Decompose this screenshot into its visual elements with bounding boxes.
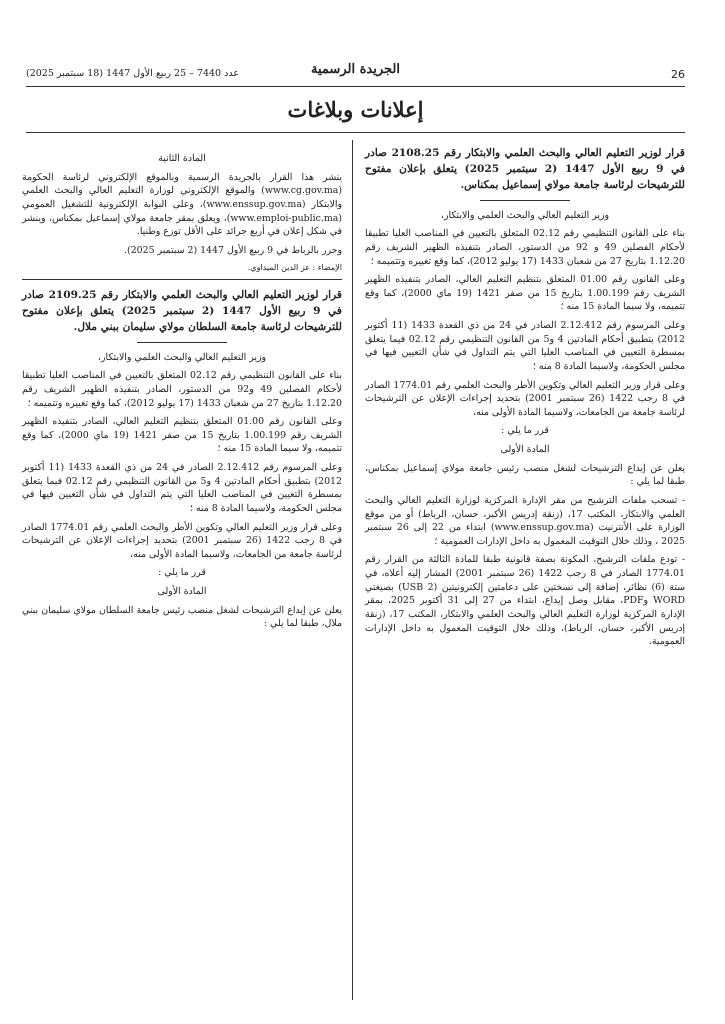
signature: الإمضاء : عز الدين الميداوي. bbox=[247, 263, 342, 273]
section-divider bbox=[26, 132, 685, 133]
minister-line: وزير التعليم العالي والبحث العلمي والابتكار، bbox=[440, 209, 610, 221]
preamble-paragraph: وعلى القانون رقم 01.00 المتعلق بتنظيم التعليم العالي، الصادر بتنفيذه الظهير الشريف رقم 1.00.199 بتاريخ 15 من صفر 1421 (19 ماي 2000)، كما وقع تتميمه، ولا سيما المادة 15 منه ؛ bbox=[22, 416, 343, 455]
preamble-paragraph: بناء على القانون التنظيمي رقم 02.12 المتعلق بالتعيين في المناصب العليا تطبيقا لأحكام الفصلين 49 و 92 من الدستور، الصادر بتنفيذه الظهير الشريف رقم 1.12.20 بتاريخ 27 من شعبان 1433 (17 يوليو 2012)، كما وقع تغييره وتتميمه ؛ bbox=[365, 228, 685, 267]
decides-line: قرر ما يلي : bbox=[501, 425, 549, 437]
article-intro: يعلن عن إيداع الترشيحات لشغل منصب رئيس جامعة مولاي إسماعيل بمكناس، طبقا لما يلي : bbox=[365, 462, 685, 488]
preamble-paragraph: وعلى قرار وزير التعليم العالي وتكوين الأطر والبحث العلمي رقم 1774.01 الصادر في 8 رجب 1422 (26 سبتمبر 2001) بتحديد إجراءات الإعلان عن الترشيحات لرئاسة جامعة من الجامعات، ولاسيما المادة الأولى منه، bbox=[22, 521, 343, 560]
article-intro: يعلن عن إيداع الترشيحات لشغل منصب رئيس جامعة السلطان مولاي سليمان ببني ملال، طبقا لما يلي : bbox=[22, 604, 342, 630]
left-column bbox=[22, 152, 342, 636]
preamble-paragraph: بناء على القانون التنظيمي رقم 02.12 المتعلق بالتعيين في المناصب العليا تطبيقا لأحكام الفصلين 49 و92 من الدستور، الصادر بتنفيذه الظهير الشريف رقم 1.12.20 بتاريخ 27 من شعبان 1433 (17 يوليو 2012)، كما وقع تغييره وتتميمه ؛ bbox=[22, 370, 342, 409]
page-number: 26 bbox=[671, 68, 685, 81]
article-heading: المادة الأولى bbox=[500, 444, 550, 456]
article-heading: المادة الثانية bbox=[158, 153, 206, 164]
column-divider bbox=[352, 140, 353, 1000]
section-title: إعلانات وبلاغات bbox=[287, 97, 424, 122]
preamble-paragraph: وعلى القانون رقم 01.00 المتعلق بتنظيم التعليم العالي، الصادر بتنفيذه الظهير الشريف رقم 1.00.199 بتاريخ 15 من صفر 1421 (19 ماي 2000)، كما وقع تتميمه، ولا سيما المادة 15 منه ؛ bbox=[365, 274, 686, 313]
done-at-line: وحرر بالرباط في 9 ربيع الأول 1447 (2 سبتمبر 2025). bbox=[124, 244, 342, 256]
page-header bbox=[26, 60, 685, 87]
preamble-paragraph: وعلى قرار وزير التعليم العالي وتكوين الأطر والبحث العلمي رقم 1774.01 الصادر في 8 رجب 1422 (26 سبتمبر 2001) بتحديد إجراءات الإعلان عن الترشيحات لرئاسة جامعة من الجامعات، ولاسيما المادة الأولى منه، bbox=[365, 379, 686, 418]
decision-title-2108: قرار لوزير التعليم العالي والبحث العلمي والابتكار رقم 2108.25 صادر في 9 ربيع الأول 1447 (2 سبتمبر 2025) يتعلق بإعلان مفتوح للترشيحات لرئاسة جامعة مولاي إسماعيل بمكناس. bbox=[365, 147, 685, 191]
article-heading: المادة الأولى bbox=[157, 586, 207, 598]
minister-line: وزير التعليم العالي والبحث العلمي والابتكار، bbox=[97, 351, 267, 363]
article-text: ينشر هذا القرار بالجريدة الرسمية وبالموقع الإلكتروني لرئاسة الحكومة (www.cg.gov.ma) والموقع الإلكتروني لوزارة التعليم العالي والبحث العلمي والابتكار (www.enssup.gov.ma)، وعلى البوابة الإلكترونية للتشغيل العمومي (www.emploi-public.ma)، ويعلق بمقر جامعة مولاي إسماعيل بمكناس، وينشر في شكل إعلان في أربع جرائد على الأقل توزع وطنيا. bbox=[22, 171, 342, 238]
article-bullet: - تسحب ملفات الترشيح من مقر الإدارة المركزية لوزارة التعليم العالي والبحث العلمي والابتكار، المكتب 17، (زنقة إدريس الأكبر، حسان، الرباط) أو من موقع الوزارة على الأنترنيت (www.enssup.gov.ma) ابتداء من 22 إلى 26 سبتمبر 2025 ، وذلك خلال التوقيت المعمول به داخل الإدارات العمومية ؛ bbox=[365, 494, 686, 547]
article-bullet: - تودع ملفات الترشيح، المكونة بصفة قانونية طبقا للمادة الثالثة من القرار رقم 1774.01 الصادر في 8 رجب 1422 (26 سبتمبر 2001) المشار إليه أعلاه، في ستة (6) نظائر، إضافة إلى نسختين على دعامتين إلكترونيتين (2 USB) بصيغتي WORD وPDF، مقابل وصل إيداع، ابتداء من 27 إلى 31 أكتوبر 2025، بمقر الإدارة المركزية لوزارة التعليم العالي والبحث العلمي والابتكار، المكتب 17، (زنقة إدريس الأكبر، حسان، الرباط)، وذلك خلال التوقيت المعمول به داخل الإدارات العمومية. bbox=[365, 554, 686, 648]
title-divider bbox=[137, 342, 227, 343]
right-column bbox=[365, 146, 685, 654]
decides-line: قرر ما يلي : bbox=[158, 567, 206, 579]
preamble-paragraph: وعلى المرسوم رقم 2.12.412 الصادر في 24 من ذي القعدة 1433 (11 أكتوبر 2012) بتطبيق أحكام المادتين 4 و5 من القانون التنظيمي رقم 02.12 فيما يتعلق بمسطرة التعيين في المناصب العليا التي يتم التداول في شأن التعيين فيها في مجلس الحكومة، ولاسيما المادة 8 منه ؛ bbox=[22, 462, 342, 514]
issue-info: عدد 7440 – 25 ربيع الأول 1447 (18 سبتمبر 2025) bbox=[26, 68, 240, 79]
title-divider bbox=[480, 200, 570, 201]
preamble-paragraph: وعلى المرسوم رقم 2.12.412 الصادر في 24 من ذي القعدة 1433 (11 أكتوبر 2012) بتطبيق أحكام المادتين 4 و5 من القانون التنظيمي رقم 02.12 فيما يتعلق بمسطرة التعيين في المناصب العليا التي يتم التداول في شأن التعيين فيها في مجلس الحكومة، ولاسيما المادة 8 منه ؛ bbox=[365, 320, 685, 372]
decision-separator bbox=[22, 279, 342, 280]
gazette-title: الجريدة الرسمية bbox=[311, 62, 400, 77]
decision-title-2109: قرار لوزير التعليم العالي والبحث العلمي والابتكار رقم 2109.25 صادر في 9 ربيع الأول 1447 (2 سبتمبر 2025) يتعلق بإعلان مفتوح للترشيحات لرئاسة جامعة السلطان مولاي سليمان ببني ملال. bbox=[22, 288, 342, 333]
